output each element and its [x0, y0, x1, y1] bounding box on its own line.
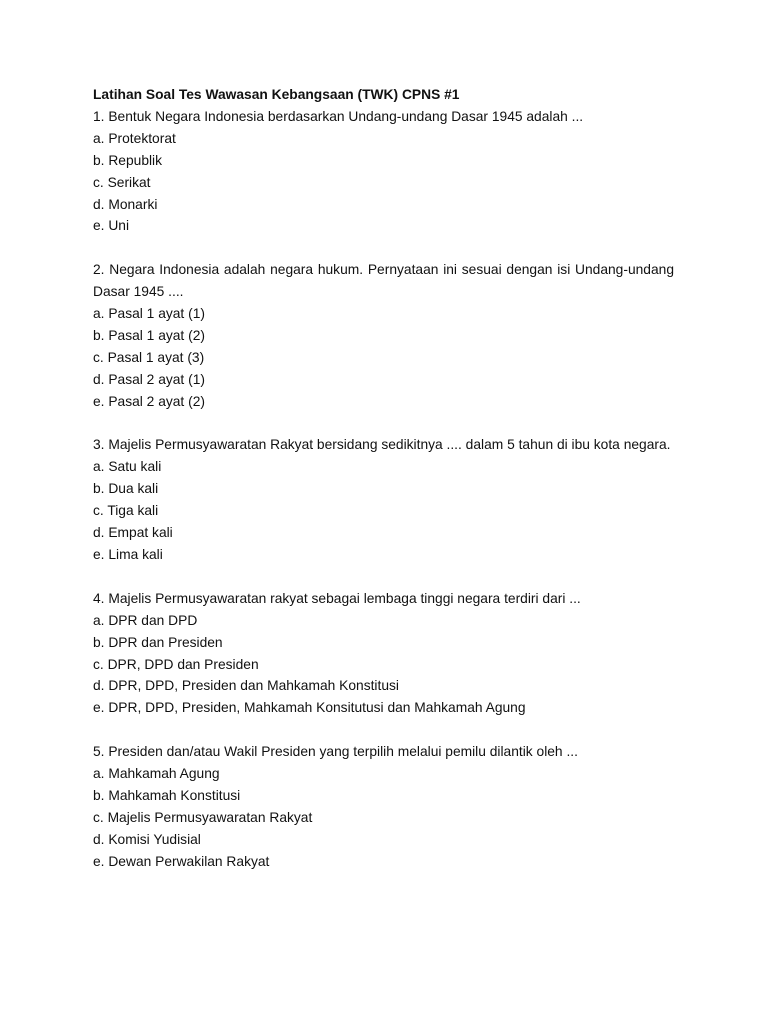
answer-option: b. Pasal 1 ayat (2) [93, 327, 205, 343]
document-page [93, 84, 674, 873]
question-text: 2. Negara Indonesia adalah negara hukum. Pernyataan ini sesuai dengan isi Undang-undang Dasar 1945 .... [93, 262, 674, 300]
answer-option: d. DPR, DPD, Presiden dan Mahkamah Konstitusi [93, 678, 399, 694]
question-text: 1. Bentuk Negara Indonesia berdasarkan Undang-undang Dasar 1945 adalah ... [93, 108, 584, 124]
question-text: 3. Majelis Permusyawaratan Rakyat bersidang sedikitnya .... dalam 5 tahun di ibu kota negara. [93, 437, 671, 453]
question-4 [93, 588, 674, 719]
answer-option: d. Empat kali [93, 525, 173, 541]
answer-option: e. Pasal 2 ayat (2) [93, 393, 205, 409]
question-text: 4. Majelis Permusyawaratan rakyat sebagai lembaga tinggi negara terdiri dari ... [93, 590, 581, 606]
question-1 [93, 106, 674, 237]
answer-option: a. Mahkamah Agung [93, 766, 220, 782]
answer-option: c. Pasal 1 ayat (3) [93, 349, 205, 365]
answer-option: c. DPR, DPD dan Presiden [93, 656, 259, 672]
question-spacer [93, 566, 674, 588]
document-title: Latihan Soal Tes Wawasan Kebangsaan (TWK) CPNS #1 [93, 87, 460, 102]
question-text: 5. Presiden dan/atau Wakil Presiden yang terpilih melalui pemilu dilantik oleh ... [93, 744, 578, 760]
question-5 [93, 741, 674, 872]
question-2 [93, 259, 674, 412]
question-spacer [93, 719, 674, 741]
answer-option: e. Dewan Perwakilan Rakyat [93, 853, 270, 869]
answer-option: c. Serikat [93, 174, 151, 190]
question-spacer [93, 413, 674, 435]
answer-option: b. Dua kali [93, 481, 159, 497]
answer-option: b. Republik [93, 152, 163, 168]
answer-option: d. Pasal 2 ayat (1) [93, 371, 205, 387]
answer-option: d. Monarki [93, 196, 158, 212]
answer-option: e. DPR, DPD, Presiden, Mahkamah Konsitutusi dan Mahkamah Agung [93, 700, 526, 716]
answer-option: a. Protektorat [93, 130, 176, 146]
answer-option: b. Mahkamah Konstitusi [93, 787, 241, 803]
answer-option: a. Satu kali [93, 459, 162, 475]
question-3 [93, 434, 674, 565]
answer-option: e. Lima kali [93, 547, 163, 562]
answer-option: d. Komisi Yudisial [93, 831, 201, 847]
question-spacer [93, 237, 674, 259]
answer-option: a. Pasal 1 ayat (1) [93, 306, 205, 322]
answer-option: a. DPR dan DPD [93, 612, 198, 628]
answer-option: b. DPR dan Presiden [93, 634, 223, 650]
answer-option: c. Majelis Permusyawaratan Rakyat [93, 809, 313, 825]
answer-option: e. Uni [93, 218, 130, 234]
answer-option: c. Tiga kali [93, 503, 159, 519]
